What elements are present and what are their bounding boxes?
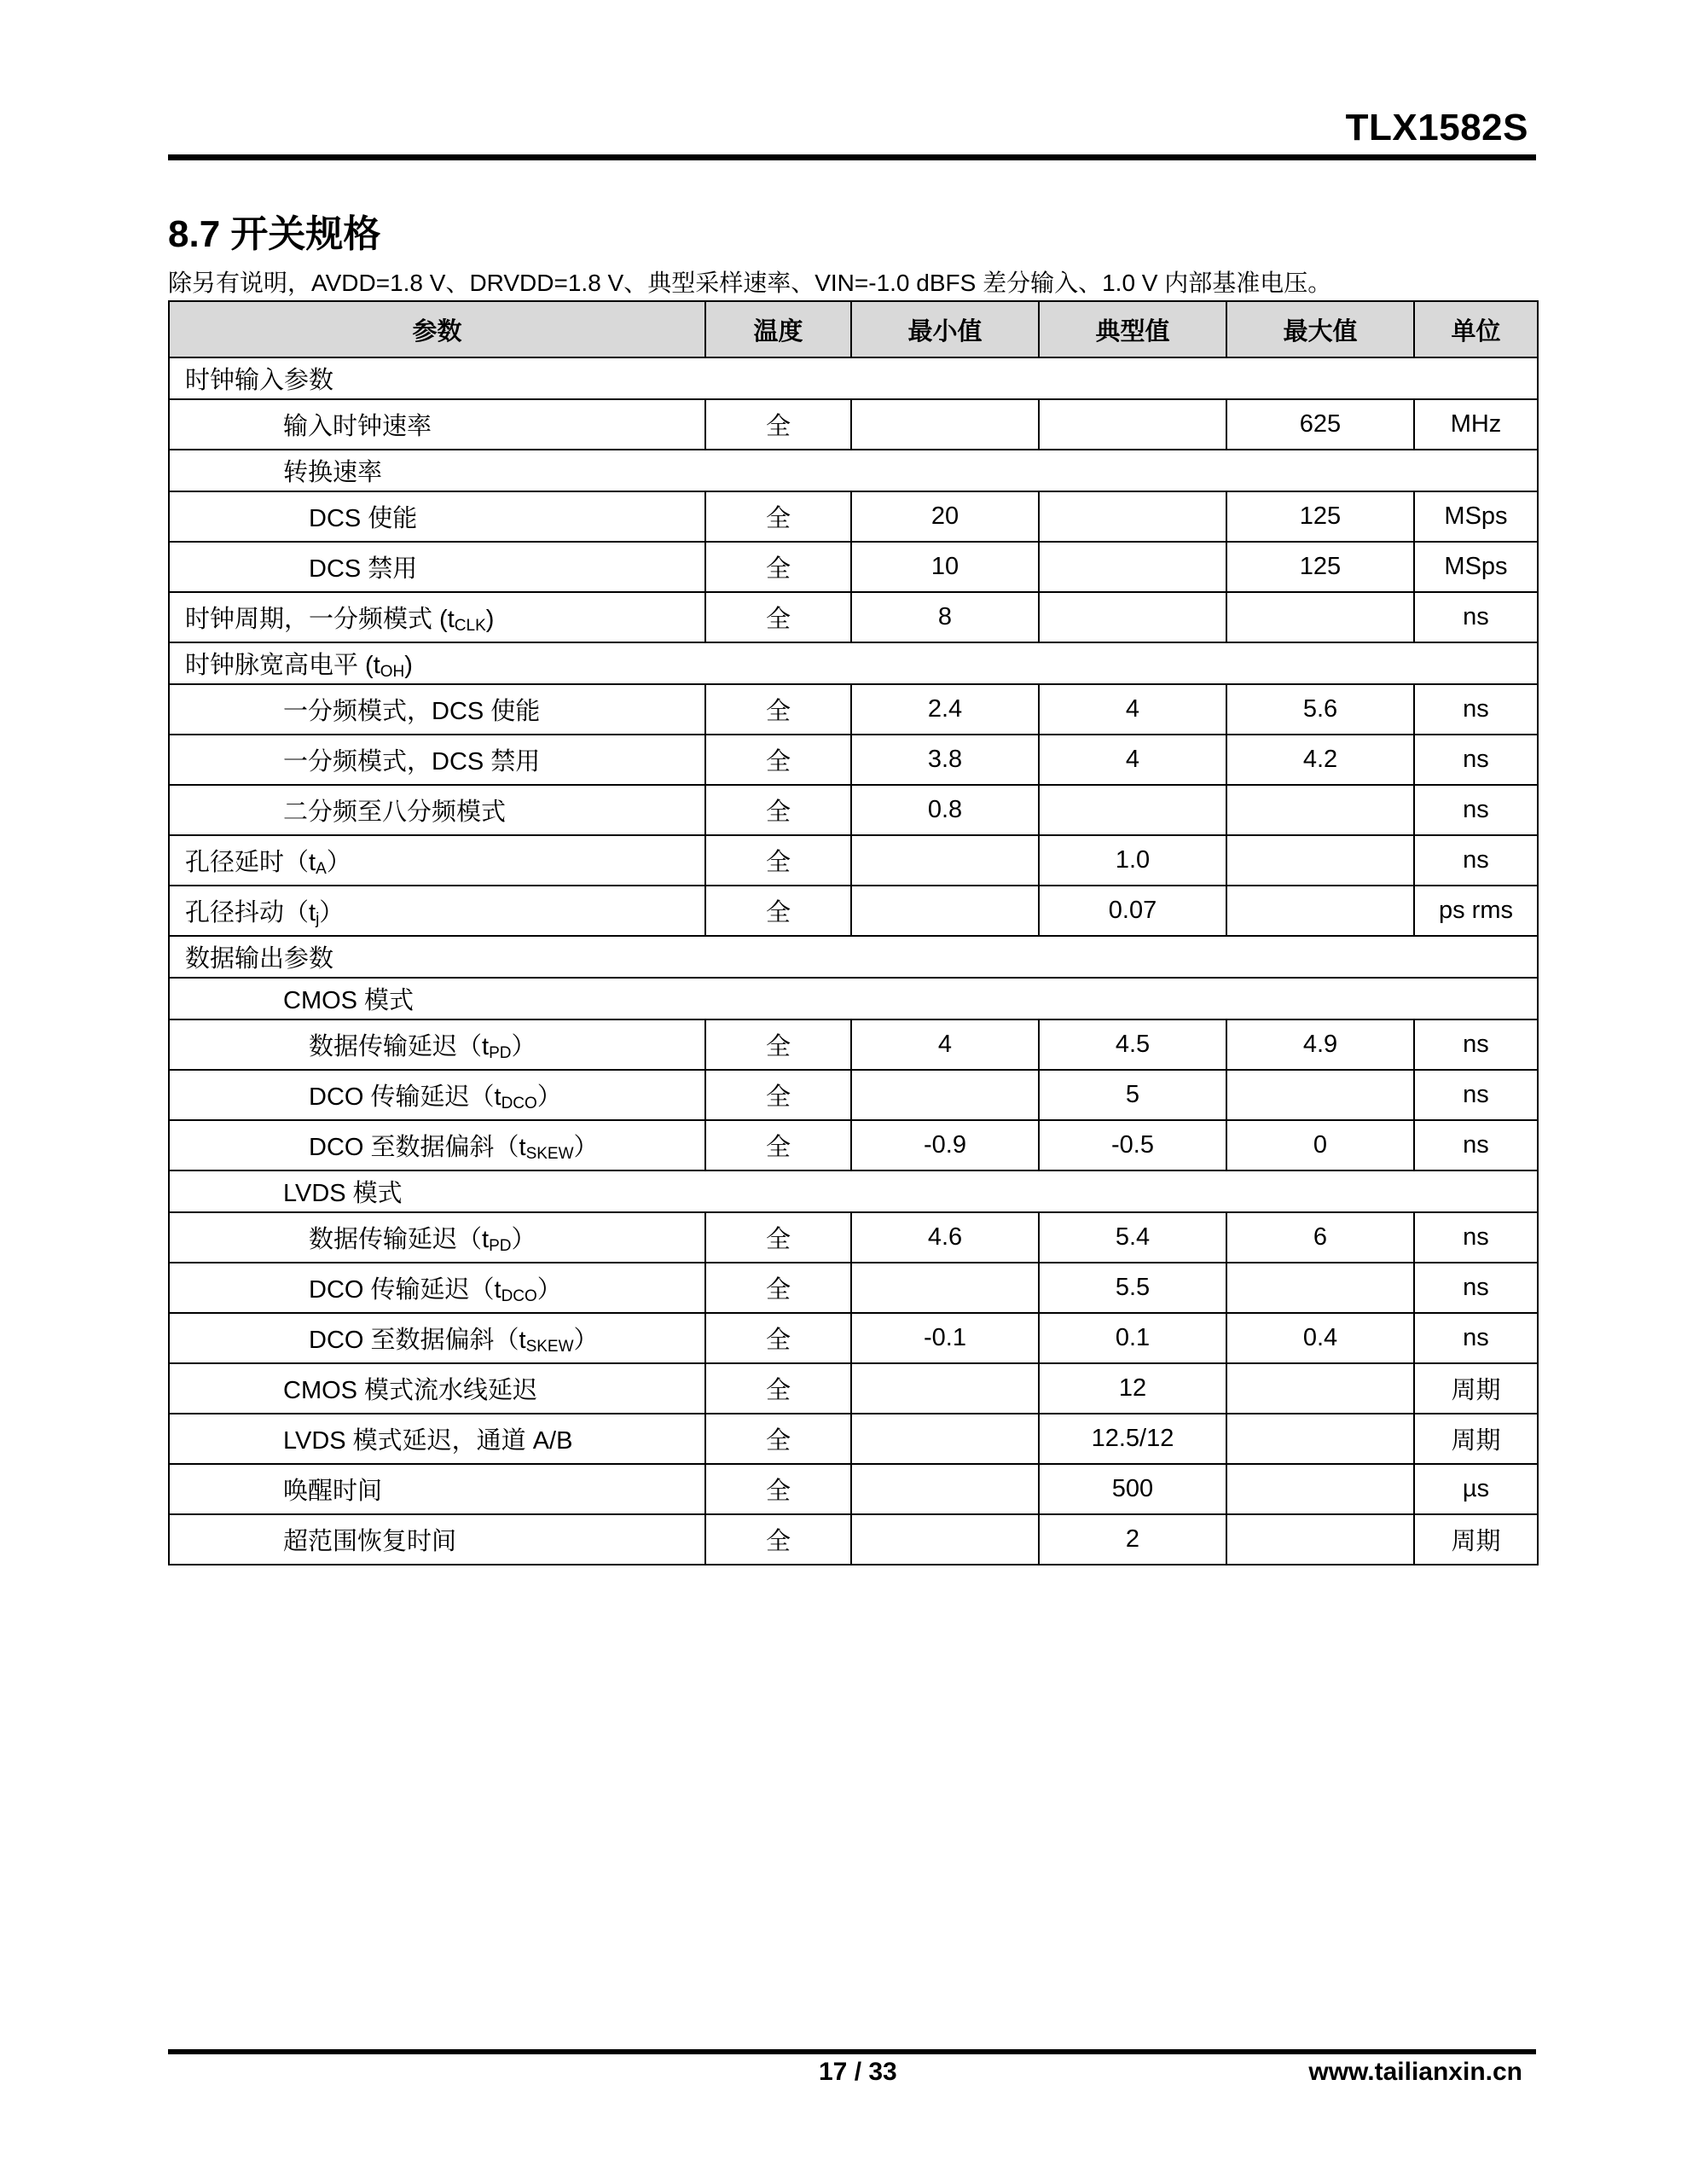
unit-cell: ns	[1414, 1313, 1538, 1363]
col-header-max: 最大值	[1226, 301, 1414, 357]
unit-cell: 周期	[1414, 1363, 1538, 1414]
max-cell: 5.6	[1226, 684, 1414, 735]
min-cell: 3.8	[851, 735, 1039, 785]
param-cell	[169, 450, 1538, 491]
param-subscript: SKEW	[525, 1144, 574, 1163]
unit-cell: ns	[1414, 1070, 1538, 1120]
unit-cell: ps rms	[1414, 886, 1538, 936]
param-cell	[169, 936, 1538, 978]
typ-cell: 4	[1039, 735, 1226, 785]
param-label: DCO 传输延迟（t	[309, 1275, 501, 1304]
max-cell: 4.9	[1226, 1019, 1414, 1070]
unit-cell: ns	[1414, 592, 1538, 642]
temperature-cell: 全	[705, 592, 851, 642]
temperature-cell: 全	[705, 399, 851, 450]
param-label: LVDS 模式延迟，通道 A/B	[283, 1427, 573, 1455]
min-cell	[851, 1414, 1039, 1464]
table-header-row	[169, 301, 1538, 357]
param-label: 数据传输延迟（t	[309, 1225, 490, 1253]
typ-cell: 0.1	[1039, 1313, 1226, 1363]
table-row	[169, 592, 1538, 642]
min-cell	[851, 1263, 1039, 1313]
param-suffix: ）	[319, 898, 345, 926]
temperature-cell: 全	[705, 1514, 851, 1565]
col-header-typ: 典型值	[1039, 301, 1226, 357]
max-cell: 0.4	[1226, 1313, 1414, 1363]
typ-cell	[1039, 592, 1226, 642]
table-row	[169, 1363, 1538, 1414]
param-suffix: ）	[536, 1275, 562, 1304]
min-cell: -0.9	[851, 1120, 1039, 1170]
param-suffix: )	[404, 651, 413, 679]
switching-spec-table	[168, 300, 1539, 1565]
max-cell: 125	[1226, 542, 1414, 592]
col-header-unit: 单位	[1414, 301, 1538, 357]
min-cell	[851, 886, 1039, 936]
top-divider	[168, 154, 1536, 160]
param-suffix: ）	[326, 848, 351, 876]
param-label: LVDS 模式	[283, 1180, 403, 1207]
param-label: DCO 传输延迟（t	[309, 1083, 501, 1111]
temperature-cell: 全	[705, 785, 851, 835]
param-cell	[169, 357, 1538, 399]
min-cell	[851, 1464, 1039, 1514]
max-cell	[1226, 592, 1414, 642]
temperature-cell: 全	[705, 1464, 851, 1514]
param-cell	[169, 491, 705, 542]
param-cell	[169, 1170, 1538, 1212]
unit-cell: ns	[1414, 684, 1538, 735]
temperature-cell: 全	[705, 1070, 851, 1120]
table-group-row	[169, 978, 1538, 1019]
max-cell	[1226, 1414, 1414, 1464]
temperature-cell: 全	[705, 491, 851, 542]
min-cell: 4	[851, 1019, 1039, 1070]
typ-cell: 500	[1039, 1464, 1226, 1514]
bottom-divider	[168, 2049, 1536, 2054]
typ-cell	[1039, 785, 1226, 835]
max-cell	[1226, 1464, 1414, 1514]
max-cell	[1226, 1363, 1414, 1414]
max-cell	[1226, 1514, 1414, 1565]
max-cell	[1226, 1263, 1414, 1313]
param-label: 输入时钟速率	[283, 413, 432, 440]
param-cell	[169, 399, 705, 450]
unit-cell: ns	[1414, 1263, 1538, 1313]
param-cell	[169, 1464, 705, 1514]
typ-cell: 5.4	[1039, 1212, 1226, 1263]
param-cell	[169, 542, 705, 592]
param-subscript: DCO	[501, 1094, 537, 1112]
table-row	[169, 1019, 1538, 1070]
param-cell	[169, 1263, 705, 1313]
param-cell	[169, 785, 705, 835]
param-label: 孔径抖动（t	[185, 898, 316, 926]
table-row	[169, 399, 1538, 450]
min-cell	[851, 1363, 1039, 1414]
max-cell: 0	[1226, 1120, 1414, 1170]
unit-cell: 周期	[1414, 1414, 1538, 1464]
temperature-cell: 全	[705, 1363, 851, 1414]
typ-cell: 5.5	[1039, 1263, 1226, 1313]
param-label: CMOS 模式	[283, 987, 415, 1014]
col-header-parameter: 参数	[169, 301, 705, 357]
param-cell	[169, 684, 705, 735]
table-row	[169, 1514, 1538, 1565]
param-cell	[169, 1120, 705, 1170]
temperature-cell: 全	[705, 835, 851, 886]
param-cell	[169, 1363, 705, 1414]
table-body	[169, 357, 1538, 1565]
min-cell: 2.4	[851, 684, 1039, 735]
min-cell: 0.8	[851, 785, 1039, 835]
col-header-temperature: 温度	[705, 301, 851, 357]
typ-cell	[1039, 399, 1226, 450]
unit-cell: MSps	[1414, 542, 1538, 592]
param-subscript: OH	[380, 662, 405, 681]
temperature-cell: 全	[705, 1414, 851, 1464]
param-suffix: )	[485, 605, 495, 633]
table-row	[169, 491, 1538, 542]
param-subscript: A	[316, 859, 327, 878]
min-cell: 8	[851, 592, 1039, 642]
param-label: 时钟输入参数	[185, 367, 334, 394]
typ-cell: 5	[1039, 1070, 1226, 1120]
unit-cell: µs	[1414, 1464, 1538, 1514]
param-label: DCO 至数据偏斜（t	[309, 1133, 526, 1161]
min-cell: 10	[851, 542, 1039, 592]
table-row	[169, 684, 1538, 735]
min-cell	[851, 835, 1039, 886]
typ-cell: 2	[1039, 1514, 1226, 1565]
typ-cell: -0.5	[1039, 1120, 1226, 1170]
param-suffix: ）	[536, 1083, 562, 1111]
typ-cell: 1.0	[1039, 835, 1226, 886]
temperature-cell: 全	[705, 684, 851, 735]
typ-cell: 4	[1039, 684, 1226, 735]
table-group-row	[169, 450, 1538, 491]
param-subscript: CLK	[454, 616, 486, 635]
param-cell	[169, 1414, 705, 1464]
min-cell	[851, 1070, 1039, 1120]
param-label: 超范围恢复时间	[283, 1528, 457, 1555]
param-suffix: ）	[511, 1032, 536, 1060]
table-row	[169, 542, 1538, 592]
typ-cell	[1039, 491, 1226, 542]
param-suffix: ）	[573, 1326, 599, 1354]
table-row	[169, 886, 1538, 936]
table-group-row	[169, 1170, 1538, 1212]
param-subscript: DCO	[501, 1287, 537, 1305]
table-row	[169, 1313, 1538, 1363]
param-cell	[169, 1019, 705, 1070]
typ-cell: 0.07	[1039, 886, 1226, 936]
table-row	[169, 835, 1538, 886]
param-label: 一分频模式，DCS 使能	[283, 698, 541, 725]
unit-cell: MSps	[1414, 491, 1538, 542]
param-label: DCS 禁用	[309, 555, 418, 583]
table-row	[169, 1120, 1538, 1170]
typ-cell: 12	[1039, 1363, 1226, 1414]
table-row	[169, 1070, 1538, 1120]
param-label: DCO 至数据偏斜（t	[309, 1326, 526, 1354]
param-label: 数据传输延迟（t	[309, 1032, 490, 1060]
param-subscript: PD	[489, 1043, 512, 1062]
param-suffix: ）	[573, 1133, 599, 1161]
test-conditions: 除另有说明，AVDD=1.8 V、DRVDD=1.8 V、典型采样速率、VIN=-1.0 dBFS 差分输入、1.0 V 内部基准电压。	[168, 270, 1332, 296]
unit-cell: ns	[1414, 835, 1538, 886]
param-label: 转换速率	[283, 459, 383, 486]
unit-cell: ns	[1414, 1120, 1538, 1170]
table-group-row	[169, 936, 1538, 978]
param-label: 数据输出参数	[185, 945, 334, 973]
min-cell	[851, 399, 1039, 450]
table-group-row	[169, 642, 1538, 684]
param-cell	[169, 1070, 705, 1120]
max-cell: 125	[1226, 491, 1414, 542]
unit-cell: ns	[1414, 1019, 1538, 1070]
min-cell: -0.1	[851, 1313, 1039, 1363]
max-cell: 4.2	[1226, 735, 1414, 785]
temperature-cell: 全	[705, 1263, 851, 1313]
table-row	[169, 785, 1538, 835]
unit-cell: ns	[1414, 735, 1538, 785]
temperature-cell: 全	[705, 886, 851, 936]
param-label: 一分频模式，DCS 禁用	[283, 748, 541, 775]
unit-cell: MHz	[1414, 399, 1538, 450]
typ-cell: 12.5/12	[1039, 1414, 1226, 1464]
param-label: 孔径延时（t	[185, 848, 316, 876]
temperature-cell: 全	[705, 1019, 851, 1070]
part-number-header: TLX1582S	[1345, 107, 1528, 148]
unit-cell: 周期	[1414, 1514, 1538, 1565]
section-title: 8.7 开关规格	[168, 213, 381, 255]
param-cell	[169, 886, 705, 936]
param-label: 二分频至八分频模式	[283, 799, 507, 826]
param-cell	[169, 1514, 705, 1565]
param-subscript: j	[316, 909, 320, 928]
min-cell: 20	[851, 491, 1039, 542]
min-cell	[851, 1514, 1039, 1565]
typ-cell	[1039, 542, 1226, 592]
typ-cell: 4.5	[1039, 1019, 1226, 1070]
temperature-cell: 全	[705, 1313, 851, 1363]
param-label: DCS 使能	[309, 505, 418, 532]
temperature-cell: 全	[705, 1212, 851, 1263]
param-cell	[169, 835, 705, 886]
table-row	[169, 1414, 1538, 1464]
param-subscript: SKEW	[525, 1337, 574, 1356]
param-label: 唤醒时间	[283, 1478, 383, 1505]
param-cell	[169, 735, 705, 785]
unit-cell: ns	[1414, 1212, 1538, 1263]
table-row	[169, 1212, 1538, 1263]
param-cell	[169, 592, 705, 642]
param-subscript: PD	[489, 1236, 512, 1255]
col-header-min: 最小值	[851, 301, 1039, 357]
table-row	[169, 735, 1538, 785]
param-cell	[169, 1313, 705, 1363]
param-cell	[169, 978, 1538, 1019]
max-cell: 625	[1226, 399, 1414, 450]
unit-cell: ns	[1414, 785, 1538, 835]
max-cell	[1226, 886, 1414, 936]
param-label: 时钟周期，一分频模式 (t	[185, 605, 455, 633]
param-label: 时钟脉宽高电平 (t	[185, 651, 380, 679]
param-suffix: ）	[511, 1225, 536, 1253]
table-group-row	[169, 357, 1538, 399]
param-label: CMOS 模式流水线延迟	[283, 1377, 538, 1404]
max-cell	[1226, 1070, 1414, 1120]
param-cell	[169, 1212, 705, 1263]
max-cell: 6	[1226, 1212, 1414, 1263]
table-row	[169, 1464, 1538, 1514]
max-cell	[1226, 785, 1414, 835]
page-number: 17 / 33	[819, 2058, 897, 2086]
table-row	[169, 1263, 1538, 1313]
param-cell	[169, 642, 1538, 684]
temperature-cell: 全	[705, 542, 851, 592]
temperature-cell: 全	[705, 1120, 851, 1170]
max-cell	[1226, 835, 1414, 886]
temperature-cell: 全	[705, 735, 851, 785]
min-cell: 4.6	[851, 1212, 1039, 1263]
website-url: www.tailianxin.cn	[1308, 2058, 1522, 2086]
